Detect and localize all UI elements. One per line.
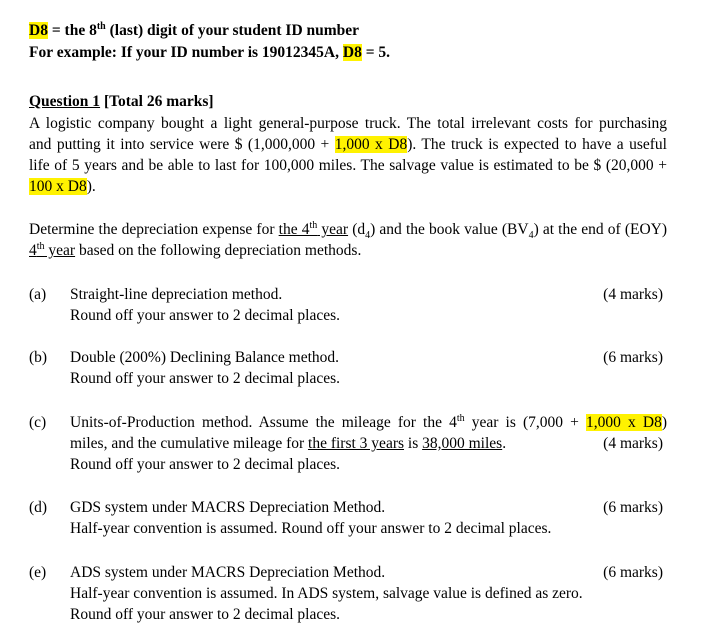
question-title: [29, 92, 214, 112]
example-line: [29, 43, 390, 63]
para1-line3: life of 5 years and be able to last for 100,000 miles. The salvage value is estimated to be $ (20,000 +: [29, 157, 667, 174]
para2-l2-b: based on the following depreciation methods.: [75, 242, 362, 259]
part-d-label: (d): [29, 499, 48, 516]
example-text: For example: If your ID number is 19012345A,: [29, 44, 343, 61]
d8-def-text: = the 8: [47, 22, 97, 39]
part-c-l2-u2: 38,000 miles: [422, 435, 503, 452]
para1-line2-a: and putting it into service were $ (1,000,000 +: [29, 136, 335, 153]
part-c-l1-c: ): [661, 414, 668, 431]
para2-sub2: 4: [528, 230, 534, 242]
para2-u2-sup: th: [36, 240, 45, 252]
part-e-label: (e): [29, 564, 47, 581]
part-c-l2-b: is: [404, 435, 423, 452]
part-c-l1-b: year is (7,000 +: [464, 414, 587, 431]
para2-u2-text: 4: [29, 242, 37, 259]
part-d-line1: GDS system under MACRS Depreciation Method.: [70, 499, 386, 516]
part-c-l2-a: miles, and the cumulative mileage for: [70, 435, 309, 452]
para2-d: ) at the end of (EOY): [533, 221, 668, 238]
d8-definition: [29, 21, 359, 41]
part-c-line1: [70, 413, 667, 433]
d8-def-text2: (last) digit of your student ID number: [105, 22, 360, 39]
para1-highlight-2: 100 x D8: [29, 178, 87, 195]
para2-line1: [29, 220, 667, 240]
para1-line2: [29, 135, 667, 155]
para1-line1: A logistic company bought a light general-purpose truck. The total irrelevant costs for purchasing: [29, 115, 667, 132]
para2-sub1: 4: [365, 230, 371, 242]
part-d-line2: Half-year convention is assumed. Round off your answer to 2 decimal places.: [70, 520, 552, 537]
para1-line4: [29, 177, 96, 197]
d8-def-sup: th: [96, 20, 106, 32]
para2-u2-text2: year: [44, 242, 76, 259]
para1-highlight-1: 1,000 x D8: [334, 136, 408, 153]
part-c-line3: Round off your answer to 2 decimal places.: [70, 456, 341, 473]
para2-u1-text2: year: [317, 221, 349, 238]
part-b-label: (b): [29, 349, 48, 366]
part-b-line1: Double (200%) Declining Balance method.: [70, 349, 340, 366]
para2-u1-text: the 4: [278, 221, 310, 238]
part-e-line3: Round off your answer to 2 decimal places.: [70, 606, 341, 623]
part-c-l1-sup: th: [456, 412, 465, 424]
part-e-line1: ADS system under MACRS Depreciation Method.: [70, 564, 386, 581]
part-c-marks: (4 marks): [603, 435, 663, 452]
part-e-marks: (6 marks): [603, 564, 663, 581]
part-c-l2-c: .: [502, 435, 507, 452]
para2-a: Determine the depreciation expense for: [29, 221, 279, 238]
example-d8-highlight: D8: [342, 44, 362, 61]
part-c-l1-a: Units-of-Production method. Assume the mileage for the 4: [70, 414, 457, 431]
para2-line2: [29, 241, 361, 261]
para1-line4-b: ).: [86, 178, 96, 195]
para1-line2-b: ). The truck is expected to have a useful: [407, 136, 667, 153]
part-a-marks: (4 marks): [603, 286, 663, 303]
part-b-line2: Round off your answer to 2 decimal places.: [70, 370, 341, 387]
part-a-line2: Round off your answer to 2 decimal places.: [70, 307, 341, 324]
question-number: Question 1: [29, 93, 101, 110]
part-a-label: (a): [29, 286, 47, 303]
example-end: = 5.: [361, 44, 391, 61]
para2-u1-sup: th: [309, 219, 318, 231]
para2-u2: [29, 242, 75, 259]
para2-c: ) and the book value (BV: [370, 221, 529, 238]
para2-b: (d: [348, 221, 366, 238]
part-c-label: (c): [29, 414, 47, 431]
part-c-line2: [70, 434, 506, 454]
question-total: [Total 26 marks]: [100, 93, 214, 110]
part-b-marks: (6 marks): [603, 349, 663, 366]
part-d-marks: (6 marks): [603, 499, 663, 516]
part-c-highlight: 1,000 x D8: [586, 414, 662, 431]
part-e-line2: Half-year convention is assumed. In ADS system, salvage value is defined as zero.: [70, 585, 583, 602]
part-a-line1: Straight-line depreciation method.: [70, 286, 283, 303]
para2-u1: [279, 221, 348, 238]
d8-highlight: D8: [29, 22, 48, 39]
part-c-l2-u: the first 3 years: [308, 435, 405, 452]
